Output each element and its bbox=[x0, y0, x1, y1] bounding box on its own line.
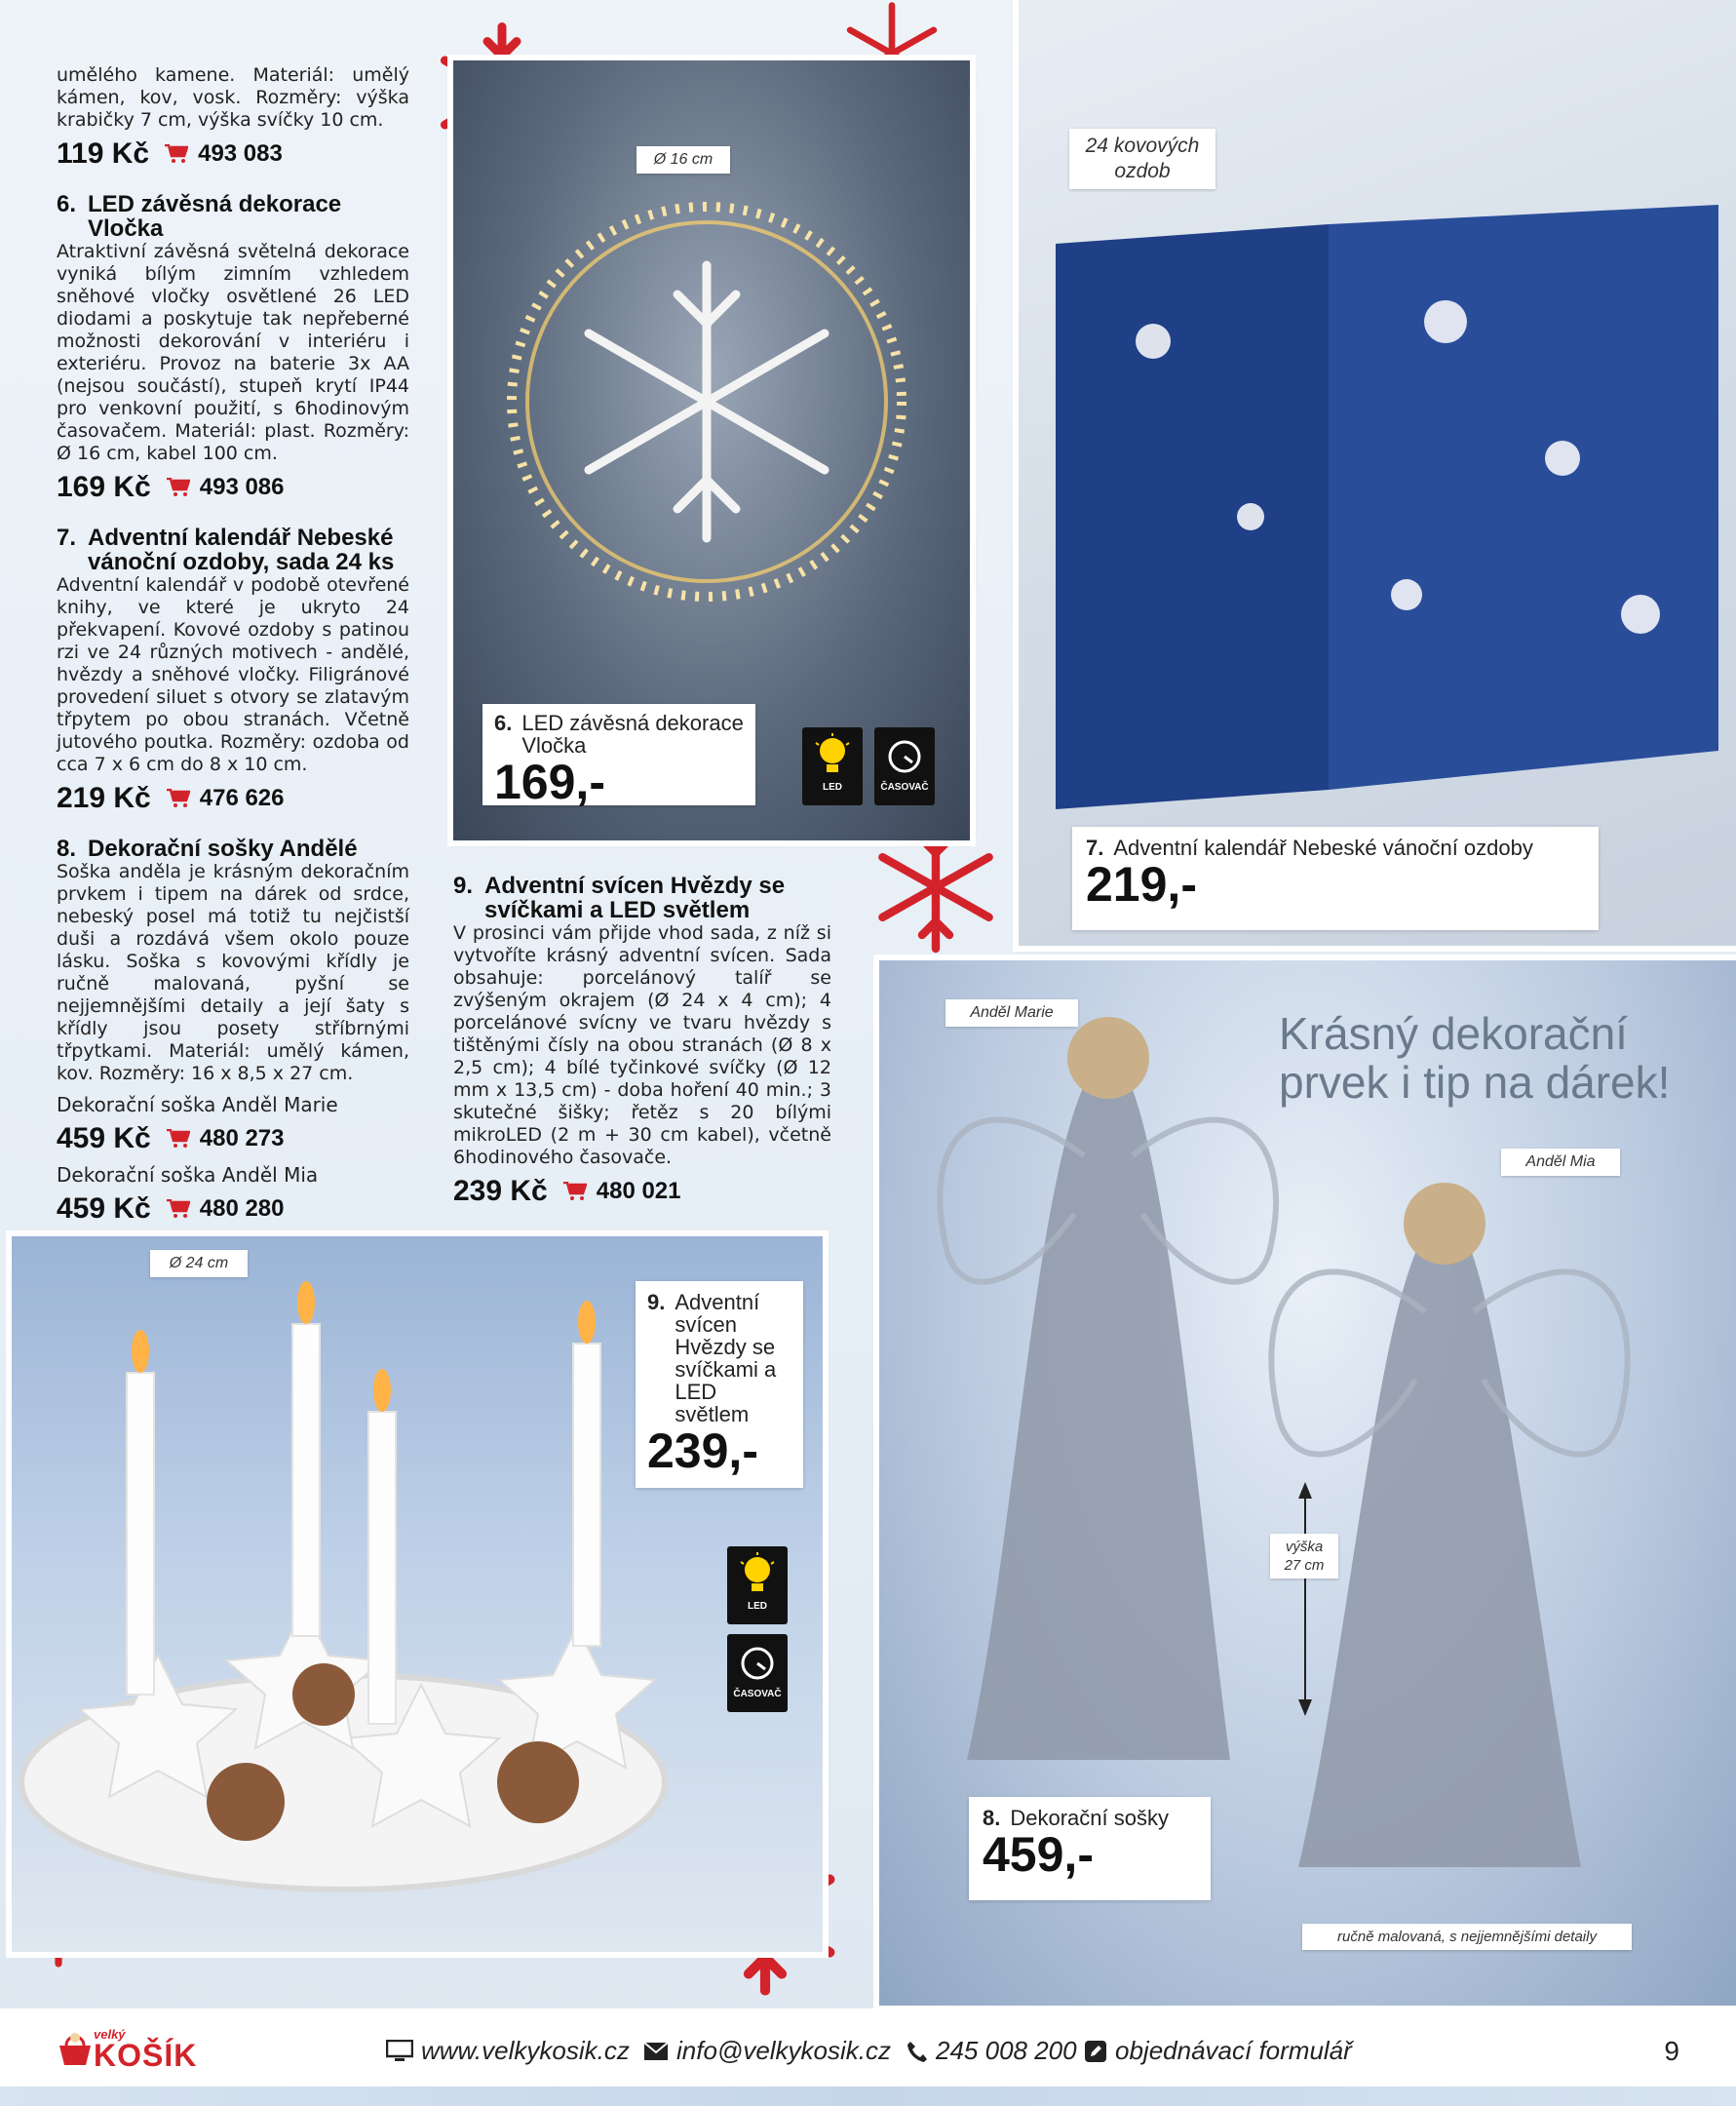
photo-angel-figurines bbox=[879, 960, 1736, 2006]
edit-form-icon bbox=[1084, 2040, 1107, 2063]
product-title-7: 7. Adventní kalendář Nebeské vánoční ozdoby, sada 24 ks bbox=[57, 525, 395, 575]
cart-icon bbox=[167, 478, 190, 497]
size-tag: Ø 16 cm bbox=[637, 146, 730, 174]
monitor-icon bbox=[386, 2040, 413, 2063]
product-description-8: Soška anděla je krásným dekoračním prvkem i tipem na dárek od srdce, nebeský posel má totiž tu nejčistší duši a rozdává všem okolo pouze lásku. Soška s kovovými křídly je ručně malovaná, pyšní se nejjemnějšími detaily a její šaty s křídly jsou posety stříbrnými třpytkami. Materiál: umělý kámen, kov. Rozměry: 16 x 8,5 x 27 cm. bbox=[57, 861, 409, 1084]
logo[interactable] bbox=[57, 2027, 198, 2073]
cart-icon bbox=[563, 1182, 587, 1201]
product-description-9: V prosinci vám přijde vhod sada, z níž si vytvoříte krásný adventní svícen. Sada obsahuje: porcelánový talíř se zvýšeným okrajem (Ø 24 x 4 cm); 4 porcelánové svícny ve tvaru hvězdy s tištěnými čísly na obou stranách (Ø 8 x 2,5 cm); 4 bílé tyčinkové svíčky (Ø 12 mm x 13,5 cm) - doba hoření 40 min.; 3 skutečné šišky; řetěz s 20 bílými mikroLED (2 m + 30 cm kabel), včetně 6hodinového časovače. bbox=[453, 922, 831, 1168]
count-tag: 24 kovových ozdob bbox=[1069, 129, 1215, 189]
timer-badge: ČASOVAČ bbox=[874, 727, 935, 805]
name-tag-mia: Anděl Mia bbox=[1501, 1149, 1620, 1176]
photo-advent-calendar bbox=[1019, 0, 1736, 946]
product-code: 480 280 bbox=[199, 1195, 285, 1222]
timer-icon bbox=[885, 733, 924, 780]
website-link[interactable]: www.velkykosik.cz bbox=[386, 2036, 630, 2066]
variant-name-marie: Dekorační soška Anděl Marie bbox=[57, 1093, 338, 1116]
angels-headline: Krásný dekorační prvek i tip na dárek! bbox=[1279, 1008, 1671, 1108]
detail-note: ručně malovaná, s nejjemnějšími detaily bbox=[1302, 1924, 1632, 1950]
phone-link[interactable]: 245 008 200 bbox=[907, 2036, 1077, 2066]
bulb-icon bbox=[739, 1552, 776, 1599]
price-row-9 bbox=[453, 1175, 831, 1208]
cart-icon bbox=[167, 1129, 190, 1149]
intro-text: umělého kamene. Materiál: umělý kámen, kov, vosk. Rozměry: výška krabičky 7 cm, výška svíčky 10 cm. bbox=[57, 64, 409, 131]
label-price: 459,- bbox=[983, 1827, 1094, 1882]
led-badge: LED bbox=[802, 727, 863, 805]
order-form-link[interactable]: objednávací formulář bbox=[1084, 2036, 1352, 2066]
price-row-6 bbox=[57, 471, 409, 504]
price: 239 Kč bbox=[453, 1175, 548, 1207]
photo-led-snowflake bbox=[453, 60, 970, 840]
price-row-8-mia bbox=[57, 1192, 409, 1226]
timer-icon bbox=[738, 1640, 777, 1687]
led-snowflake-decoration-icon bbox=[492, 187, 921, 616]
price: 169 Kč bbox=[57, 471, 151, 503]
product-title-8: 8. Dekorační sošky Andělé bbox=[57, 836, 358, 862]
page-number: 9 bbox=[1664, 2036, 1679, 2066]
price-row-7 bbox=[57, 782, 409, 815]
price-row-8-marie bbox=[57, 1122, 409, 1155]
price: 119 Kč bbox=[57, 137, 150, 170]
phone-icon bbox=[907, 2041, 928, 2062]
envelope-icon bbox=[643, 2042, 669, 2061]
price-label-7: 7. Adventní kalendář Nebeské vánoční ozdoby 219,- bbox=[1072, 827, 1599, 930]
cart-icon bbox=[167, 789, 190, 808]
product-code: 476 626 bbox=[199, 785, 285, 811]
price-label-9: 9. Adventní svícen Hvězdy se svíčkami a LED světlem 239,- bbox=[636, 1281, 803, 1488]
label-price: 239,- bbox=[647, 1424, 758, 1478]
product-title-6: 6. LED závěsná dekorace Vločka bbox=[57, 191, 342, 242]
price: 459 Kč bbox=[57, 1192, 151, 1225]
timer-badge: ČASOVAČ bbox=[727, 1634, 788, 1712]
middle-text-column bbox=[453, 874, 831, 1208]
variant-name-mia: Dekorační soška Anděl Mia bbox=[57, 1163, 319, 1187]
price: 459 Kč bbox=[57, 1122, 151, 1154]
logo-small-text: velký bbox=[94, 2027, 126, 2042]
photo-advent-candles bbox=[12, 1236, 823, 1952]
cart-icon bbox=[165, 144, 188, 164]
basket-logo-icon bbox=[57, 2030, 94, 2069]
footer-decoration-strip bbox=[0, 2086, 1736, 2106]
advent-calendar-book-icon bbox=[1056, 205, 1718, 809]
intro-price-row bbox=[57, 137, 409, 171]
email-link[interactable]: info@velkykosik.cz bbox=[643, 2036, 891, 2066]
product-code: 493 086 bbox=[199, 474, 285, 500]
product-code: 480 021 bbox=[596, 1178, 681, 1204]
bulb-icon bbox=[814, 733, 851, 780]
product-code: 493 083 bbox=[198, 140, 283, 167]
size-tag: Ø 24 cm bbox=[150, 1250, 248, 1277]
label-price: 169,- bbox=[494, 755, 605, 809]
price-label-6: 6. LED závěsná dekorace Vločka 169,- bbox=[482, 704, 755, 805]
product-description-7: Adventní kalendář v podobě otevřené knihy, ve které je ukryto 24 překvapení. Kovové ozdoby s patinou rzi ve 24 různých motivech - andělé, hvězdy a sněhové vločky. Filigránové provedení siluet s otvory se zlatavým třpytem po obou stranách. Včetně jutového poutka. Rozměry: ozdoba od cca 7 x 6 cm do 8 x 10 cm. bbox=[57, 574, 409, 775]
name-tag-marie: Anděl Marie bbox=[945, 999, 1078, 1027]
label-price: 219,- bbox=[1086, 857, 1197, 912]
height-note: výška 27 cm bbox=[1270, 1534, 1338, 1579]
led-badge: LED bbox=[727, 1546, 788, 1624]
left-text-column bbox=[57, 64, 409, 1226]
cart-icon bbox=[167, 1199, 190, 1219]
product-title-9: 9. Adventní svícen Hvězdy se svíčkami a LED světlem bbox=[453, 873, 786, 923]
price-label-8: 8. Dekorační sošky 459,- bbox=[969, 1797, 1211, 1900]
product-code: 480 273 bbox=[199, 1125, 285, 1151]
product-description-6: Atraktivní závěsná světelná dekorace vyniká bílým zimním vzhledem sněhové vločky osvětlené 26 LED diodami a poskytuje tak nepřeberné možnosti dekorování v interiéru i exteriéru. Provoz na baterie 3x AA (nejsou součástí), stupeň krytí IP44 pro venkovní použití, s 6hodinovým časovačem. Materiál: plast. Rozměry: Ø 16 cm, kabel 100 cm. bbox=[57, 241, 409, 464]
price: 219 Kč bbox=[57, 782, 151, 814]
logo-big-text: KOŠÍK bbox=[94, 2038, 198, 2073]
